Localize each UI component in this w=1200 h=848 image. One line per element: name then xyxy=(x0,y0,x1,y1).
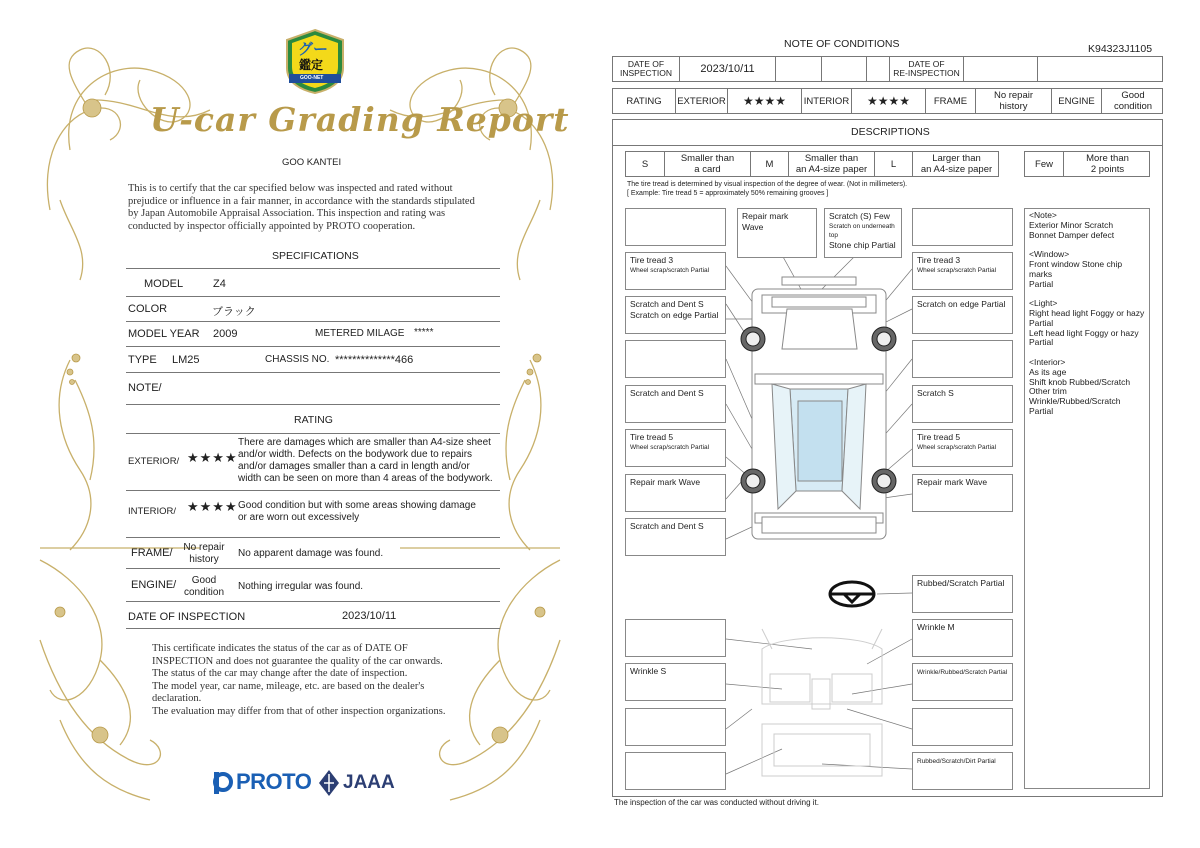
engine-label-right: ENGINE xyxy=(1051,89,1101,113)
desc-box-left-3 xyxy=(625,340,726,378)
desc-box-right-3 xyxy=(912,340,1013,378)
legend-few-desc: More than 2 points xyxy=(1063,152,1151,176)
rating-heading: RATING xyxy=(294,414,333,426)
desc-box-interior-left-1 xyxy=(625,619,726,657)
notes-panel xyxy=(1024,208,1150,789)
report-subtitle: GOO KANTEI xyxy=(282,157,342,168)
certificate-disclaimer: This certificate indicates the status of the car as of DATE OF INSPECTION and does not guarantee the quality of the car onwards. The status of the car may change after the date of inspection. The model year, car name, mileage, etc. are based on the dealer's declaration. The evaluation may differ from that of other inspection organizations. xyxy=(152,643,446,717)
desc-box-front-center-right: Scratch (S) Few Scratch on underneath top Stone chip Partial xyxy=(824,208,902,258)
color-value: ブラック xyxy=(212,306,256,318)
desc-box-left-4: Scratch and Dent S xyxy=(625,385,726,423)
frame-label-right: FRAME xyxy=(925,89,975,113)
legend-l-desc: Larger than an A4-size paper xyxy=(912,152,1000,176)
date-of-inspection-label: DATE OF INSPECTION xyxy=(128,611,246,623)
desc-box-interior-right-1: Rubbed/Scratch Partial xyxy=(912,575,1013,613)
engine-value-right: Good condition xyxy=(1101,89,1164,113)
inspection-footer-note: The inspection of the car was conducted without driving it. xyxy=(614,798,819,807)
desc-box-right-2: Scratch on edge Partial xyxy=(912,296,1013,334)
jaaa-logo-icon xyxy=(318,769,340,797)
desc-box-left-5: Tire tread 5 Wheel scrap/scratch Partial xyxy=(625,429,726,467)
exterior-label-right: EXTERIOR xyxy=(675,89,727,113)
certify-statement: This is to certify that the car specified below was inspected and rated without prejudice or influence in a fair manner, in accordance with the standards stipulated by Japan Automobile Appraisal Association. This inspection and rating was conducted by inspector officially appointed by PROTO cooperation. xyxy=(128,183,475,232)
frame-value-right: No repair history xyxy=(975,89,1051,113)
legend-s: S xyxy=(641,158,649,170)
date-inspection-label: DATE OF INSPECTION xyxy=(620,58,672,78)
desc-box-right-4: Scratch S xyxy=(912,385,1013,423)
spec-heading: SPECIFICATIONS xyxy=(272,250,359,262)
chassis-label: CHASSIS NO. xyxy=(265,354,330,365)
exterior-label: EXTERIOR/ xyxy=(128,456,180,467)
type-label: TYPE xyxy=(128,354,157,366)
exterior-stars: ★★★★ xyxy=(187,450,238,465)
engine-label: ENGINE/ xyxy=(131,579,177,591)
rating-label: RATING xyxy=(626,95,662,107)
legend-few: Few xyxy=(1035,158,1053,170)
type-value: LM25 xyxy=(172,354,200,366)
notes-text: <Note> Exterior Minor Scratch Bonnet Damper defect <Window> Front window Stone chip marks Partial <Light> Right head light Foggy or hazy Partial Left head light Foggy or hazy Partial <Interior> As its age Shift knob Rubbed/Scratch Other trim Wrinkle/Rubbed/Scratch Partial xyxy=(1029,210,1145,416)
desc-box-interior-left-4 xyxy=(625,752,726,790)
noc-title: NOTE OF CONDITIONS xyxy=(784,38,900,50)
frame-description: No apparent damage was found. xyxy=(238,548,384,559)
badge-top-text: グー xyxy=(298,41,329,58)
rating-row xyxy=(612,88,1163,114)
exterior-stars-right: ★★★★ xyxy=(727,89,801,113)
steering-wheel-icon xyxy=(830,582,874,606)
desc-box-interior-right-2: Wrinkle M xyxy=(912,619,1013,657)
desc-box-left-1: Tire tread 3 Wheel scrap/scratch Partial xyxy=(625,252,726,290)
descriptions-heading: DESCRIPTIONS xyxy=(851,126,930,138)
desc-box-interior-left-3 xyxy=(625,708,726,746)
interior-stars: ★★★★ xyxy=(187,499,238,514)
date-of-inspection-value: 2023/10/11 xyxy=(342,610,397,622)
mileage-value: ***** xyxy=(414,327,434,338)
engine-description: Nothing irregular was found. xyxy=(238,581,364,592)
desc-box-interior-right-3: Wrinkle/Rubbed/Scratch Partial xyxy=(912,663,1013,701)
exterior-description: There are damages which are smaller than A4-size sheet and/or width. Defects on the bodywork due to repairs and/or damages smaller than a card in length and/or width can be seen on more than 4 areas of the bodywork. xyxy=(238,437,493,484)
desc-box-front-left xyxy=(625,208,726,246)
model-label: MODEL xyxy=(144,278,184,290)
desc-box-front-right xyxy=(912,208,1013,246)
note-label: NOTE/ xyxy=(128,382,162,394)
jaaa-logo-text: JAAA xyxy=(343,772,395,793)
mileage-label: METERED MILAGE xyxy=(315,328,405,339)
desc-box-interior-right-4 xyxy=(912,708,1013,746)
date-inspection-value: 2023/10/11 xyxy=(679,57,775,81)
doc-id: K94323J1105 xyxy=(1088,43,1153,55)
desc-box-left-7: Scratch and Dent S xyxy=(625,518,726,556)
frame-label: FRAME/ xyxy=(131,547,173,559)
interior-description: Good condition but with some areas showing damage or are worn out excessively xyxy=(238,500,476,523)
badge-ribbon-text: GOO-NET xyxy=(300,75,324,81)
report-title: U-car Grading Report xyxy=(150,100,570,139)
model-value: Z4 xyxy=(213,278,226,290)
desc-box-right-1: Tire tread 3 Wheel scrap/scratch Partial xyxy=(912,252,1013,290)
desc-box-right-6: Repair mark Wave xyxy=(912,474,1013,512)
legend-m-desc: Smaller than an A4-size paper xyxy=(788,152,874,176)
chassis-value: **************466 xyxy=(335,354,414,366)
engine-value: Good condition xyxy=(183,575,225,598)
legend-l: L xyxy=(874,152,912,176)
proto-logo-icon xyxy=(212,770,234,796)
badge-main-text: 鑑定 xyxy=(299,58,324,72)
legend-m: M xyxy=(750,152,788,176)
desc-box-left-2: Scratch and Dent S Scratch on edge Partial xyxy=(625,296,726,334)
desc-box-interior-right-5: Rubbed/Scratch/Dirt Partial xyxy=(912,752,1013,790)
tire-tread-note: The tire tread is determined by visual inspection of the degree of wear. (Not in millimeters). [ Example: Tire tread 5 = approximately 50% remaining grooves ] xyxy=(627,181,908,197)
model-year-value: 2009 xyxy=(213,328,238,340)
desc-box-interior-left-2: Wrinkle S xyxy=(625,663,726,701)
legend-s-desc: Smaller than a card xyxy=(664,152,750,176)
interior-label: INTERIOR/ xyxy=(128,506,177,517)
desc-box-front-center-left: Repair mark Wave xyxy=(737,208,817,258)
model-year-label: MODEL YEAR xyxy=(128,328,200,340)
desc-box-right-5: Tire tread 5 Wheel scrap/scratch Partial xyxy=(912,429,1013,467)
date-reinspection-label: DATE OF RE-INSPECTION xyxy=(889,57,963,81)
color-label: COLOR xyxy=(128,303,168,315)
interior-label-right: INTERIOR xyxy=(801,89,851,113)
desc-box-left-6: Repair mark Wave xyxy=(625,474,726,512)
interior-stars-right: ★★★★ xyxy=(851,89,925,113)
frame-value: No repair history xyxy=(183,542,225,565)
date-row xyxy=(612,56,1163,82)
proto-logo-text: PROTO xyxy=(236,769,312,794)
